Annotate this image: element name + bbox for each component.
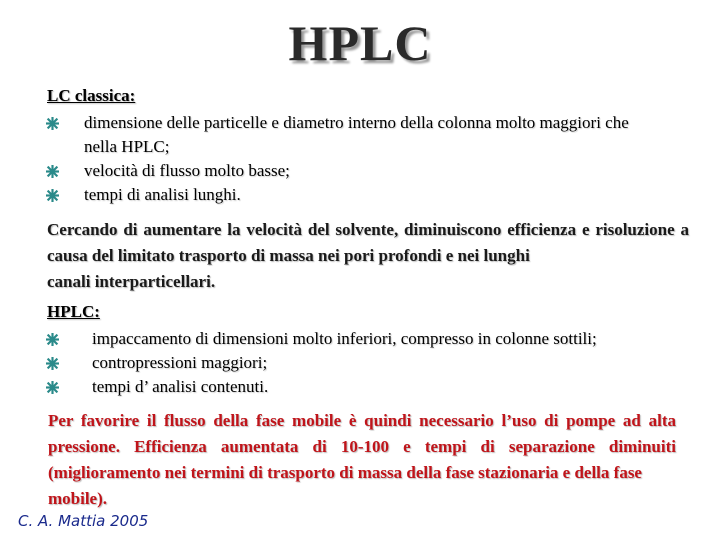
asterisk-bullet-icon	[46, 333, 59, 346]
paragraph-text: Per favorire il flusso della fase mobile è quindi necessario l’uso di pompe ad alta pressione. Efficienza aumentata di 10-100 e tempi di separazione diminuiti (miglioramento nei termini di trasporto di massa della fase stazionaria e della fase	[48, 411, 676, 482]
list-item	[84, 111, 694, 135]
asterisk-bullet-icon	[46, 357, 59, 370]
bullet-text: tempi di analisi lunghi.	[84, 185, 241, 204]
list-item	[84, 183, 694, 207]
asterisk-bullet-icon	[46, 165, 59, 178]
asterisk-bullet-icon	[46, 117, 59, 130]
list-item	[92, 375, 692, 399]
lc-paragraph	[47, 217, 689, 295]
list-item	[84, 159, 694, 183]
slide-title: HPLC	[288, 15, 432, 71]
paragraph-text: Cercando di aumentare la velocità del solvente, diminuiscono efficienza e risoluzione a causa del limitato trasporto di massa nei pori profondi e nei lunghi	[47, 220, 689, 265]
bullet-text: nella HPLC;	[84, 137, 170, 156]
list-item	[92, 351, 692, 375]
list-item	[84, 135, 694, 159]
lc-heading: LC classica:	[47, 86, 136, 105]
bullet-text: tempi d’ analisi contenuti.	[92, 377, 269, 396]
paragraph-last-line: mobile).	[48, 489, 108, 508]
bullet-text: contropressioni maggiori;	[92, 353, 268, 372]
hplc-heading: HPLC:	[47, 302, 100, 321]
lc-bullet-list	[84, 111, 694, 207]
asterisk-bullet-icon	[46, 381, 59, 394]
bullet-text: impaccamento di dimensioni molto inferiori, compresso in colonne sottili;	[92, 329, 597, 348]
hplc-paragraph	[48, 408, 676, 512]
list-item	[92, 327, 692, 351]
hplc-bullet-list	[92, 327, 692, 399]
asterisk-bullet-icon	[46, 189, 59, 202]
paragraph-last-line: canali interparticellari.	[47, 272, 216, 291]
bullet-text: dimensione delle particelle e diametro interno della colonna molto maggiori che	[84, 113, 629, 132]
bullet-text: velocità di flusso molto basse;	[84, 161, 290, 180]
author-credit: C. A. Mattia 2005	[18, 512, 149, 530]
